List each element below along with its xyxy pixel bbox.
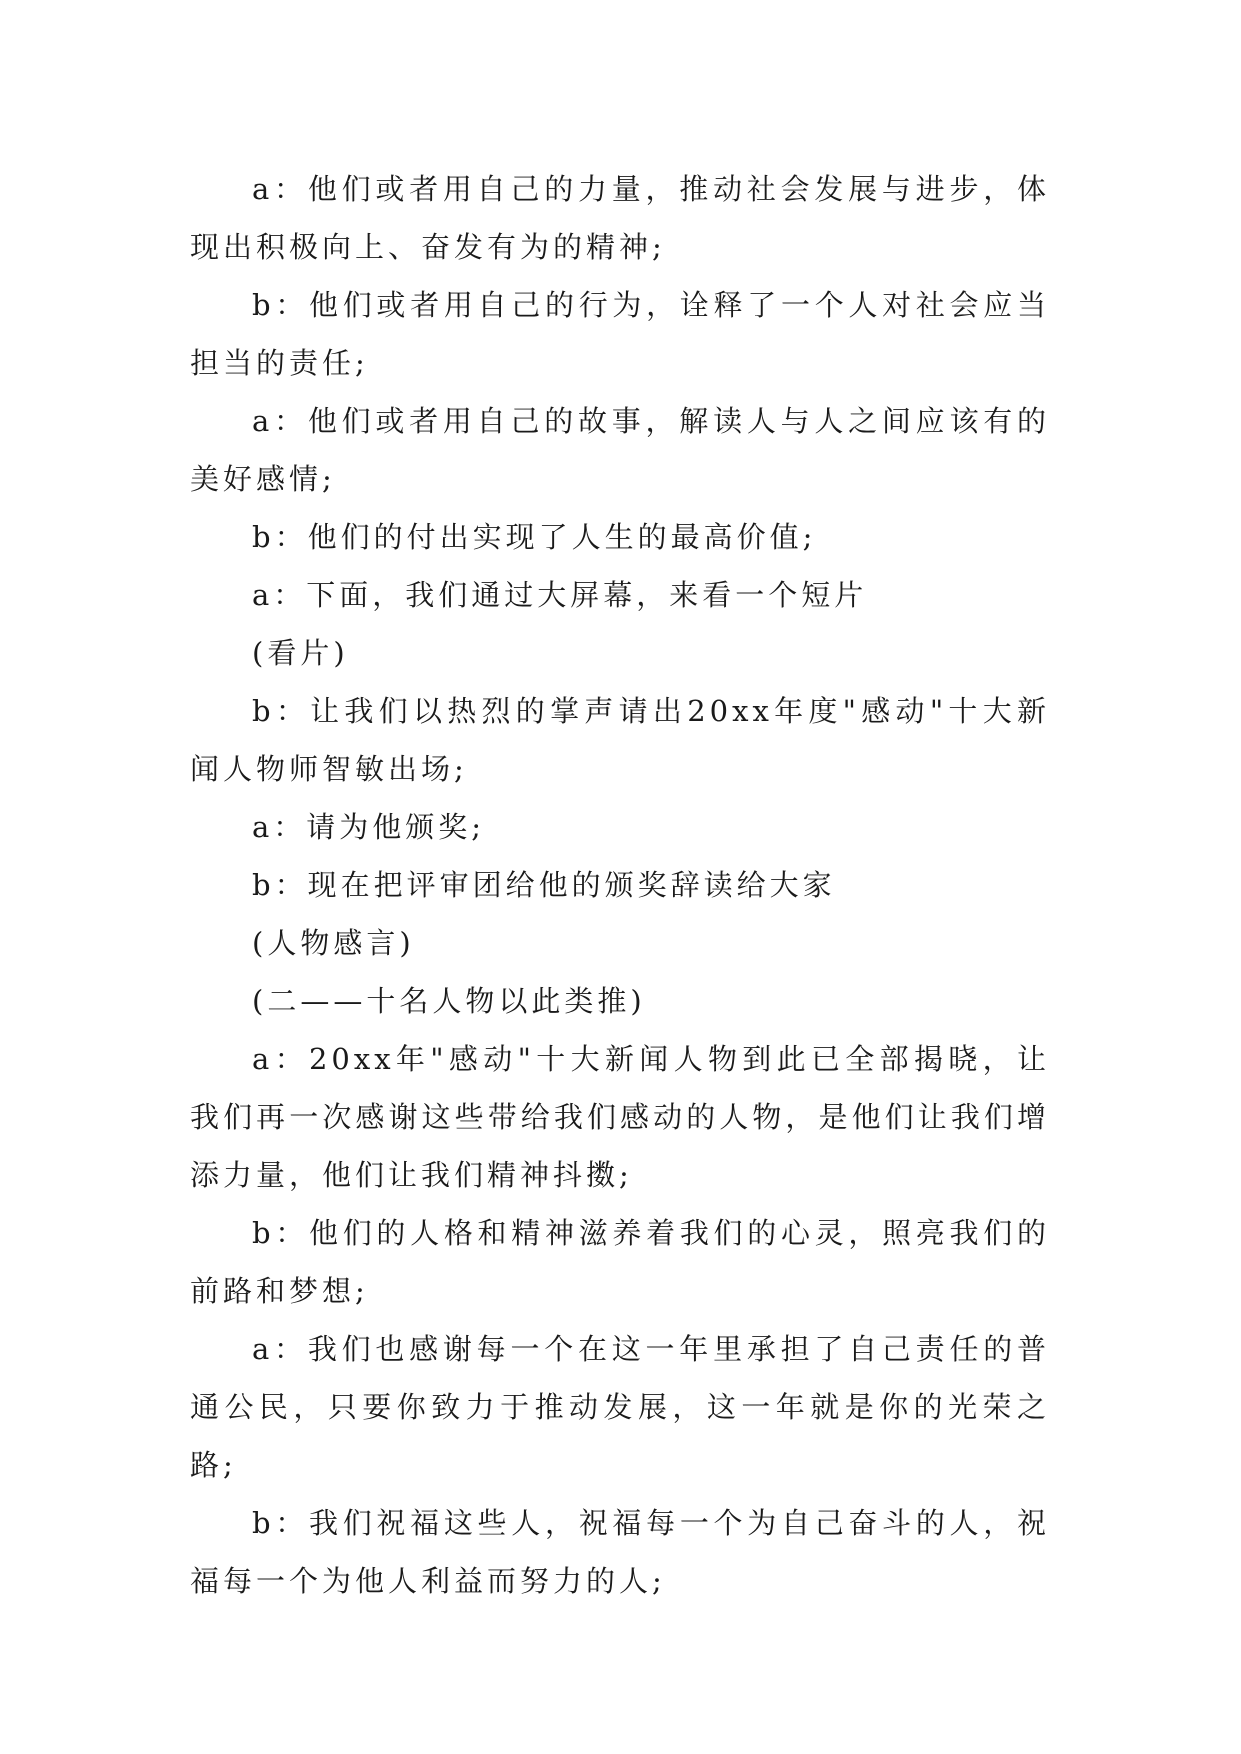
paragraph: b：让我们以热烈的掌声请出20xx年度"感动"十大新闻人物师智敏出场; bbox=[190, 694, 1050, 786]
paragraph: a：他们或者用自己的故事，解读人与人之间应该有的美好感情; bbox=[190, 404, 1050, 496]
paragraph: (看片) bbox=[252, 636, 349, 670]
paragraph: a：请为他颁奖; bbox=[252, 810, 486, 844]
paragraph: b：我们祝福这些人，祝福每一个为自己奋斗的人，祝福每一个为他人利益而努力的人; bbox=[190, 1506, 1050, 1598]
paragraph: a：我们也感谢每一个在这一年里承担了自己责任的普通公民，只要你致力于推动发展，这一年就是你的光荣之路; bbox=[190, 1332, 1050, 1482]
paragraph: b：他们的付出实现了人生的最高价值; bbox=[252, 520, 817, 554]
paragraph: a：下面，我们通过大屏幕，来看一个短片 bbox=[252, 578, 868, 612]
paragraph: a：他们或者用自己的力量，推动社会发展与进步，体现出积极向上、奋发有为的精神; bbox=[190, 172, 1050, 264]
paragraph: b：现在把评审团给他的颁奖辞读给大家 bbox=[252, 868, 836, 902]
document-body bbox=[190, 160, 1050, 1610]
paragraph: b：他们的人格和精神滋养着我们的心灵，照亮我们的前路和梦想; bbox=[190, 1216, 1050, 1308]
paragraph: (二——十名人物以此类推) bbox=[252, 984, 646, 1018]
paragraph: (人物感言) bbox=[252, 926, 415, 960]
paragraph: a：20xx年"感动"十大新闻人物到此已全部揭晓，让我们再一次感谢这些带给我们感动的人物，是他们让我们增添力量，他们让我们精神抖擞; bbox=[190, 1042, 1050, 1192]
paragraph: b：他们或者用自己的行为，诠释了一个人对社会应当担当的责任; bbox=[190, 288, 1050, 380]
